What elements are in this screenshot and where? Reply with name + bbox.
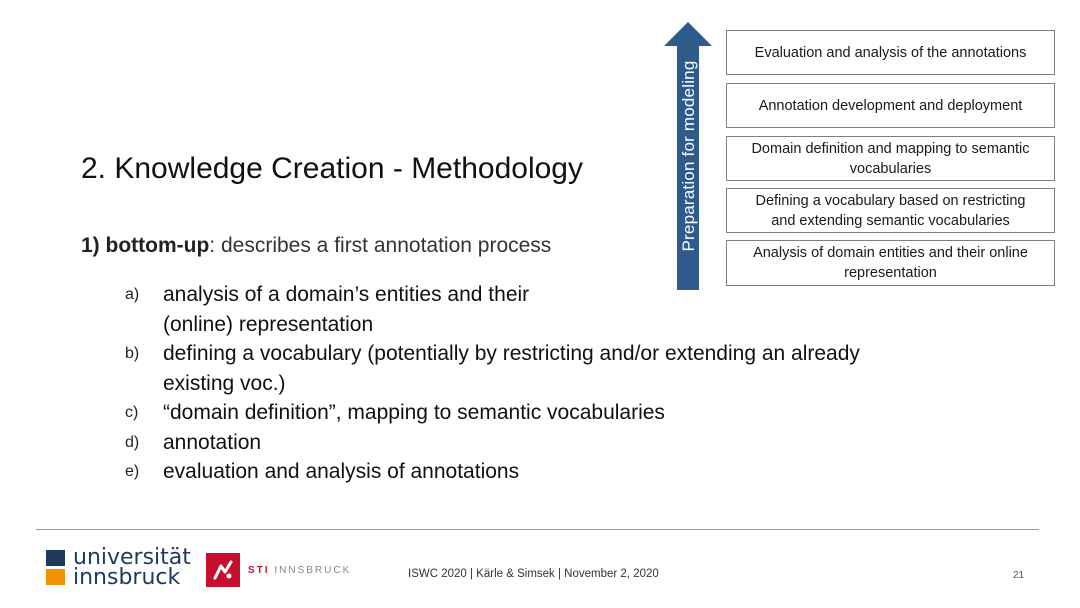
list-text bbox=[163, 339, 985, 398]
list-line: (online) representation bbox=[163, 312, 374, 336]
process-step-box bbox=[726, 136, 1055, 181]
list-marker: c) bbox=[125, 404, 139, 421]
list-item bbox=[125, 428, 985, 458]
process-step-box bbox=[726, 83, 1055, 128]
list-line: existing voc.) bbox=[163, 371, 286, 395]
methodology-list bbox=[125, 280, 985, 487]
footer-citation: ISWC 2020 | Kärle & Simsek | November 2, 2020 bbox=[408, 568, 659, 580]
subtitle-rest: : describes a first annotation process bbox=[209, 234, 552, 257]
process-step-line: and extending semantic vocabularies bbox=[771, 212, 1010, 229]
process-step-text: Evaluation and analysis of the annotations bbox=[754, 44, 1027, 61]
process-step-box bbox=[726, 240, 1055, 286]
logo-square-orange bbox=[46, 569, 65, 585]
list-text: annotation bbox=[163, 430, 262, 454]
list-line: defining a vocabulary (potentially by restricting and/or extending an already bbox=[163, 342, 860, 365]
list-marker: d) bbox=[125, 433, 140, 451]
university-logo-line2: innsbruck bbox=[73, 565, 181, 590]
list-item bbox=[125, 339, 985, 398]
sti-logo-bold: STI bbox=[248, 564, 270, 576]
process-step-box bbox=[726, 188, 1055, 233]
sti-logo-rest: INNSBRUCK bbox=[274, 564, 352, 576]
process-step-line: Analysis of domain entities and their online bbox=[753, 245, 1028, 261]
process-step-line: vocabularies bbox=[849, 160, 932, 177]
sti-logo-text bbox=[248, 565, 351, 576]
arrow-label: Preparation for modeling bbox=[679, 60, 698, 252]
process-step-text: Annotation development and deployment bbox=[758, 97, 1023, 114]
list-text: evaluation and analysis of annotations bbox=[163, 460, 520, 483]
process-steps bbox=[726, 30, 1057, 290]
process-step-text bbox=[755, 191, 1025, 231]
subtitle bbox=[81, 234, 551, 258]
list-item bbox=[125, 398, 985, 428]
process-step-text bbox=[753, 243, 1028, 283]
sti-logo bbox=[206, 553, 351, 587]
footer-divider bbox=[36, 529, 1039, 530]
list-marker: a) bbox=[125, 286, 140, 303]
list-text: “domain definition”, mapping to semantic vocabularies bbox=[163, 401, 665, 424]
page-number: 21 bbox=[1013, 570, 1025, 581]
list-item bbox=[125, 457, 985, 487]
process-step-box bbox=[726, 30, 1055, 75]
logo-square-blue bbox=[46, 550, 65, 566]
university-logo-mark bbox=[46, 550, 65, 585]
university-logo-line1: universität bbox=[73, 545, 191, 570]
process-step-text bbox=[751, 139, 1029, 179]
sti-logo-icon bbox=[206, 553, 240, 587]
list-line: analysis of a domain’s entities and their bbox=[163, 283, 530, 306]
process-step-line: Defining a vocabulary based on restricting bbox=[755, 192, 1026, 209]
process-step-line: Domain definition and mapping to semantic bbox=[751, 140, 1030, 157]
slide-title: 2. Knowledge Creation - Methodology bbox=[81, 152, 583, 185]
university-logo bbox=[46, 545, 191, 590]
list-marker: e) bbox=[125, 463, 140, 480]
list-marker: b) bbox=[125, 345, 140, 362]
sti-mark-icon bbox=[211, 558, 235, 582]
university-logo-text bbox=[73, 545, 191, 590]
process-step-line: representation bbox=[844, 265, 937, 281]
subtitle-bold: 1) bottom-up bbox=[81, 234, 210, 257]
